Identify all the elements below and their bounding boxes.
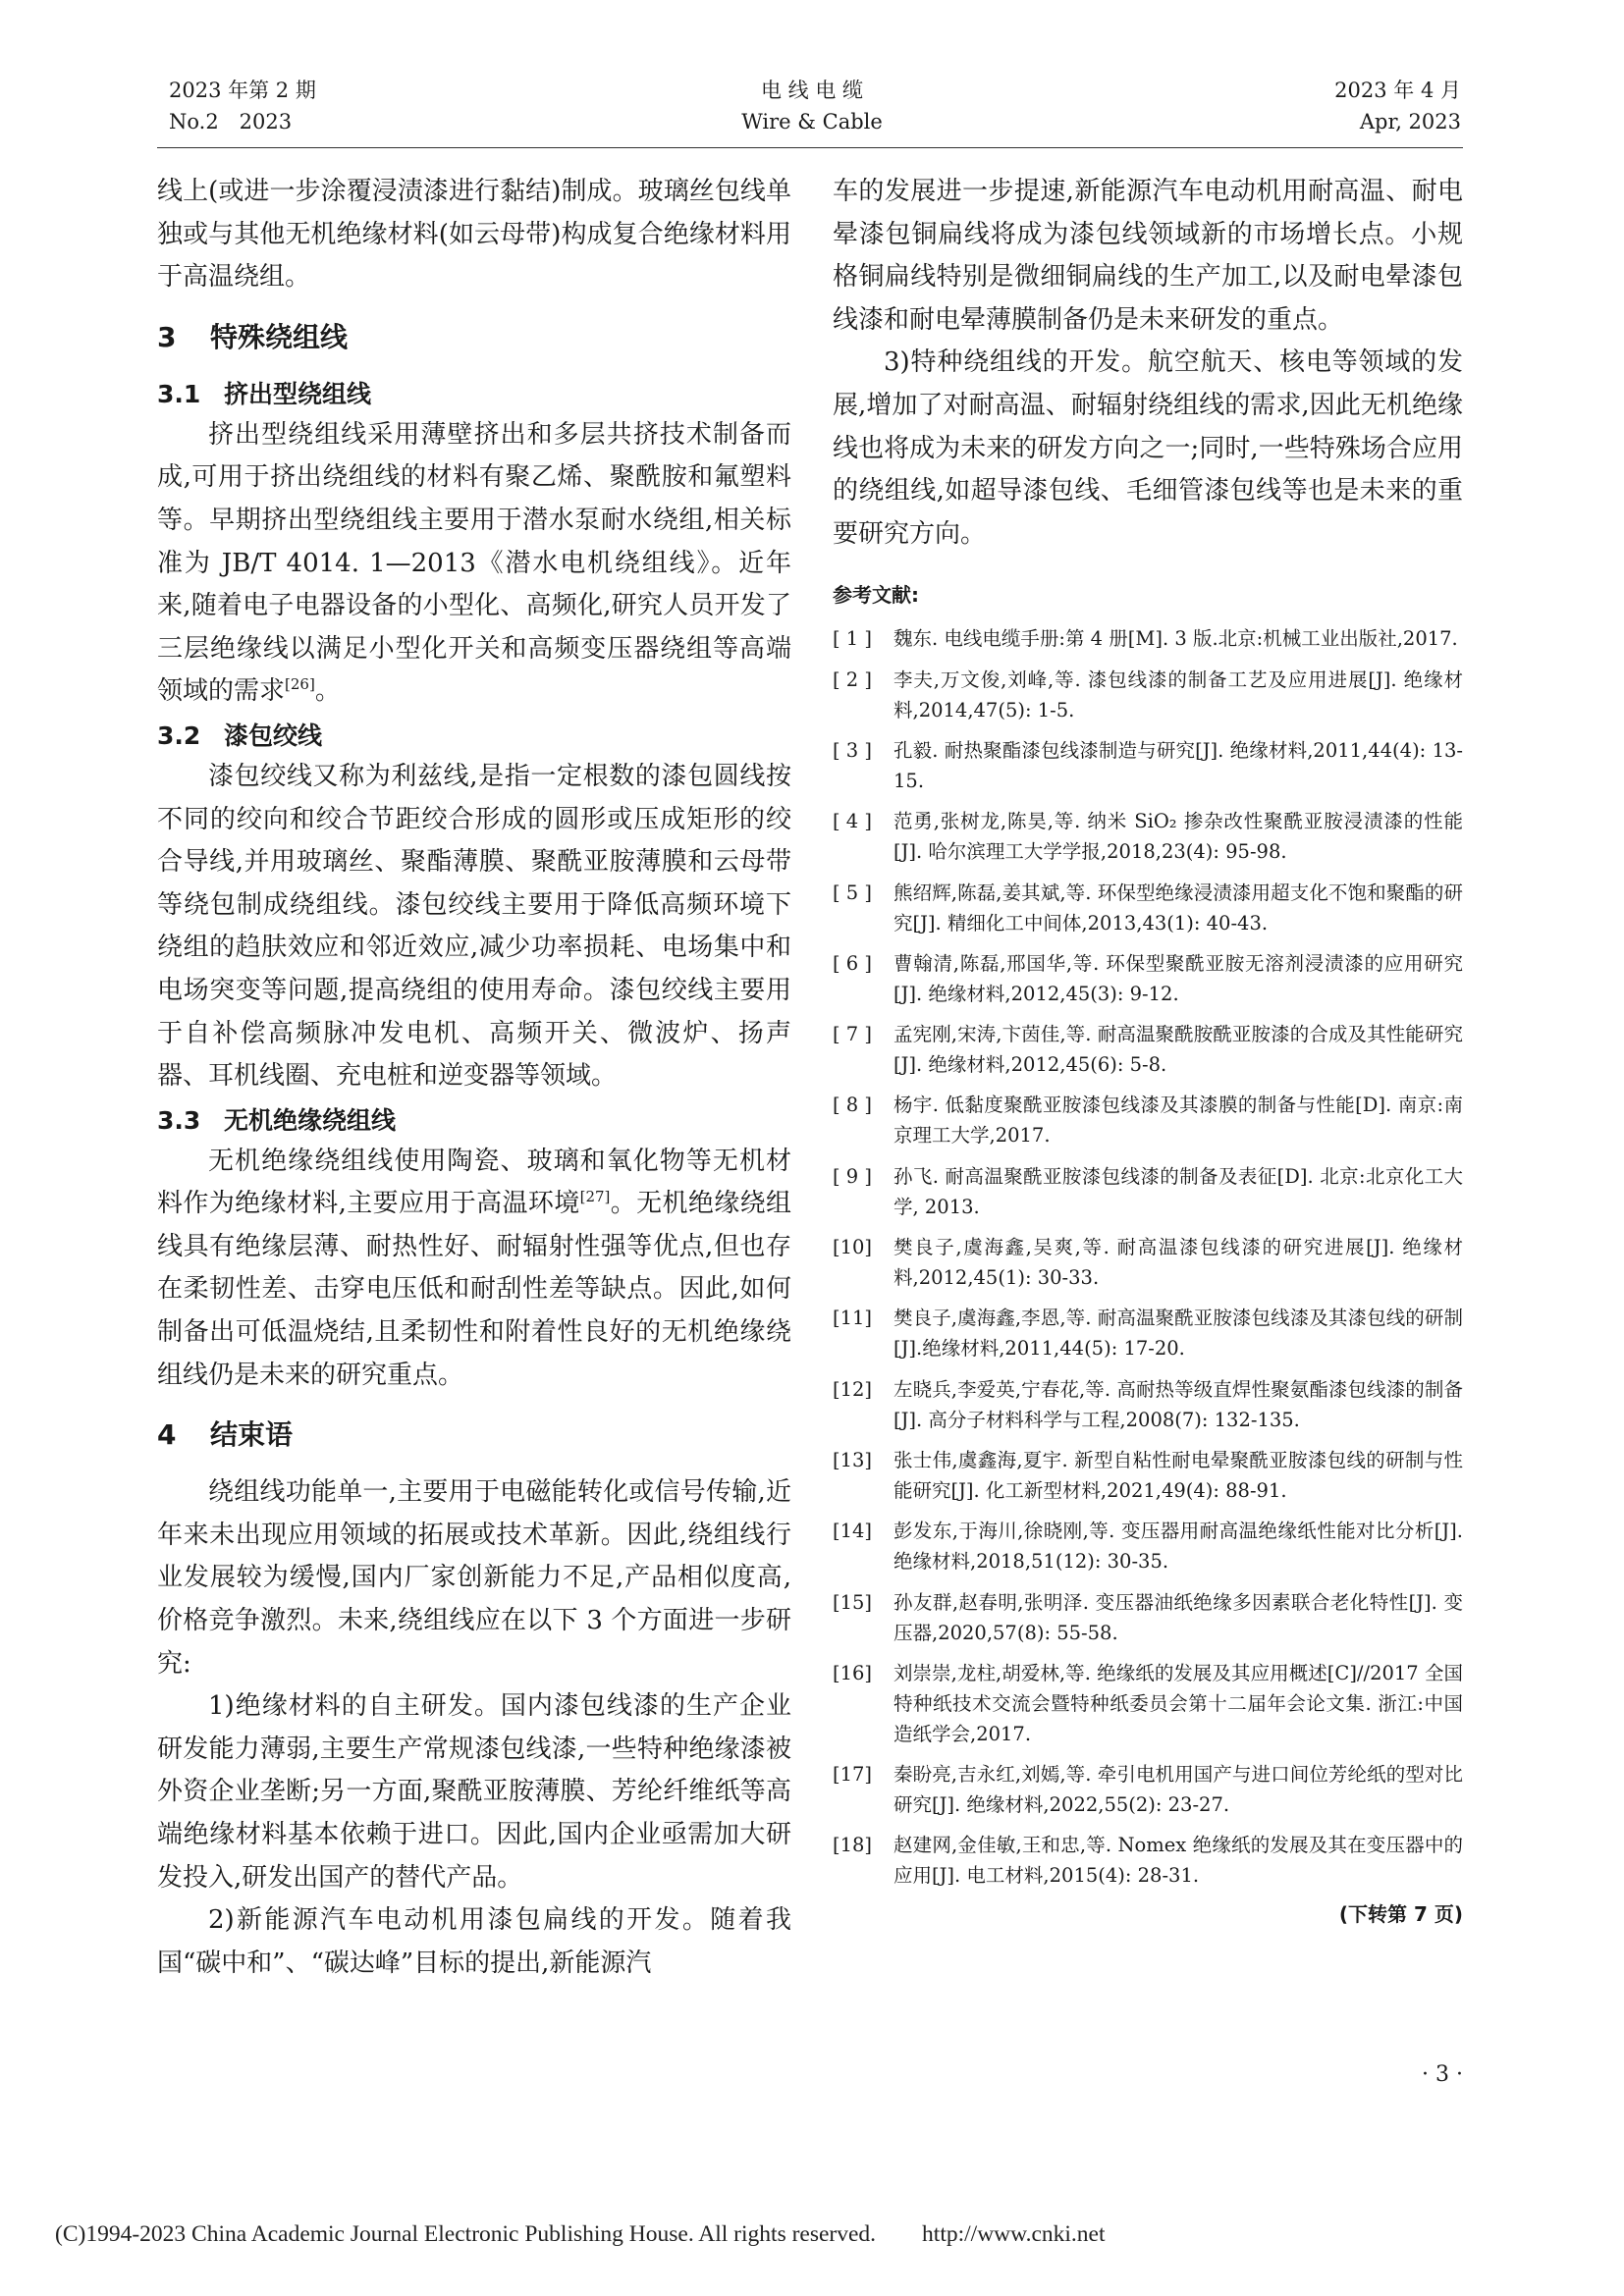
section-3-heading xyxy=(157,318,791,357)
reference-item xyxy=(833,623,1463,654)
reference-text: 赵建网,金佳敏,王和忠,等. Nomex 绝缘纸的发展及其在变压器中的应用[J]. 电工材料,2015(4): 28-31. xyxy=(893,1834,1463,1888)
reference-number: [ 4 ] xyxy=(833,810,873,833)
reference-number: [ 6 ] xyxy=(833,951,873,975)
reference-number: [15] xyxy=(833,1590,873,1614)
paragraph-3-3 xyxy=(157,1141,791,1398)
reference-text: 范勇,张树龙,陈昊,等. 纳米 SiO₂ 掺杂改性聚酰亚胺浸渍漆的性能[J]. 哈尔滨理工大学学报,2018,23(4): 95-98. xyxy=(893,810,1463,864)
references-heading: 参考文献: xyxy=(833,583,919,608)
subsection-3-2-heading xyxy=(157,716,791,756)
reference-item xyxy=(833,1374,1463,1435)
page-number: · 3 · xyxy=(1422,2062,1463,2087)
paragraph-end: 。 xyxy=(314,676,341,707)
reference-item xyxy=(833,878,1463,938)
reference-text: 孙友群,赵春明,张明泽. 变压器油纸绝缘多因素联合老化特性[J]. 变压器,2020,57(8): 55-58. xyxy=(893,1590,1463,1644)
header-rule xyxy=(157,147,1463,148)
reference-text: 曹翰清,陈磊,邢国华,等. 环保型聚酰亚胺无溶剂浸渍漆的应用研究[J]. 绝缘材料,2012,45(3): 9-12. xyxy=(893,951,1463,1005)
reference-item xyxy=(833,1658,1463,1749)
paragraph-intro: 线上(或进一步涂覆浸渍漆进行黏结)制成。玻璃丝包线单独或与其他无机绝缘材料(如云母带)构成复合绝缘材料用于高温绕组。 xyxy=(157,177,791,293)
reference-number: [ 5 ] xyxy=(833,881,873,904)
header-journal-cn: 电 线 电 缆 xyxy=(760,79,864,102)
continued-note: (下转第 7 页) xyxy=(1338,1901,1463,1926)
paragraph-4-item-3: 3)特种绕组线的开发。航空航天、核电等领域的发展,增加了对耐高温、耐辐射绕组线的需求,因此无机绝缘线也将成为未来的研发方向之一;同时,一些特殊场合应用的绕组线,如超导漆包线、毛细管漆包线等也是未来的重要研究方向。 xyxy=(833,347,1463,549)
subsection-3-1-heading xyxy=(157,374,791,414)
header-date xyxy=(1334,75,1461,137)
reference-list xyxy=(833,623,1463,1891)
reference-text: 杨宇. 低黏度聚酰亚胺漆包线漆及其漆膜的制备与性能[D]. 南京:南京理工大学,2017. xyxy=(893,1094,1463,1148)
citation-link[interactable]: [27] xyxy=(579,1188,611,1206)
reference-item xyxy=(833,1090,1463,1150)
reference-text: 刘崇崇,龙柱,胡爱林,等. 绝缘纸的发展及其应用概述[C]//2017 全国特种纸技术交流会暨特种纸委员会第十二届年会论文集. 浙江:中国造纸学会,2017. xyxy=(893,1661,1463,1745)
reference-text: 孔毅. 耐热聚酯漆包线漆制造与研究[J]. 绝缘材料,2011,44(4): 13-15. xyxy=(893,738,1463,792)
reference-item xyxy=(833,1303,1463,1363)
header-issue-en: No.2 2023 xyxy=(169,110,293,133)
reference-number: [16] xyxy=(833,1661,873,1684)
reference-text: 李夫,万文俊,刘峰,等. 漆包线漆的制备工艺及应用进展[J]. 绝缘材料,2014,47(5): 1-5. xyxy=(893,667,1463,721)
paragraph-text: 挤出型绕组线采用薄壁挤出和多层共挤技术制备而成,可用于挤出绕组线的材料有聚乙烯、聚酰胺和氟塑料等。早期挤出型绕组线主要用于潜水泵耐水绕组,相关标准为 JB/T 4014. 1—2013《潜水电机绕组线》。近年来,随着电子电器设备的小型化、高频化,研究人员开发了三层绝缘线以满足小型化开关和高频变压器绕组等高端领域的需求 xyxy=(157,419,791,707)
subsection-number: 3.1 xyxy=(157,379,201,408)
reference-text: 樊良子,虞海鑫,李恩,等. 耐高温聚酰亚胺漆包线漆及其漆包线的研制[J].绝缘材料,2011,44(5): 17-20. xyxy=(893,1307,1463,1361)
reference-item xyxy=(833,735,1463,796)
subsection-3-3-heading xyxy=(157,1100,791,1141)
reference-item xyxy=(833,665,1463,725)
reference-number: [ 8 ] xyxy=(833,1094,873,1117)
left-column xyxy=(157,171,791,1985)
reference-item xyxy=(833,1161,1463,1222)
subsection-title: 无机绝缘绕组线 xyxy=(224,1105,397,1135)
header-journal-en: Wire & Cable xyxy=(741,110,883,133)
reference-number: [18] xyxy=(833,1834,873,1857)
reference-text: 张士伟,虞鑫海,夏宇. 新型自粘性耐电晕聚酰亚胺漆包线的研制与性能研究[J]. 化工新型材料,2021,49(4): 88-91. xyxy=(893,1448,1463,1502)
reference-item xyxy=(833,1759,1463,1820)
paragraph-3-1 xyxy=(157,414,791,714)
paragraph-4-item-1: 1)绝缘材料的自主研发。国内漆包线漆的生产企业研发能力薄弱,主要生产常规漆包线漆,一些特种绝缘漆被外资企业垄断;另一方面,聚酰亚胺薄膜、芳纶纤维纸等高端绝缘材料基本依赖于进口。因此,国内企业亟需加大研发投入,研发出国产的替代产品。 xyxy=(157,1691,791,1893)
reference-text: 秦盼亮,吉永红,刘嫣,等. 牵引电机用国产与进口间位芳纶纸的型对比研究[J]. 绝缘材料,2022,55(2): 23-27. xyxy=(893,1763,1463,1817)
reference-number: [ 3 ] xyxy=(833,738,873,762)
header-date-en: Apr, 2023 xyxy=(1359,110,1461,133)
reference-number: [17] xyxy=(833,1763,873,1787)
reference-number: [ 9 ] xyxy=(833,1164,873,1188)
paragraph-3-2: 漆包绞线又称为利兹线,是指一定根数的漆包圆线按不同的绞向和绞合节距绞合形成的圆形或压成矩形的绞合导线,并用玻璃丝、聚酯薄膜、聚酰亚胺薄膜和云母带等绕包制成绕组线。漆包绞线主要用于降低高频环境下绕组的趋肤效应和邻近效应,减少功率损耗、电场集中和电场突变等问题,提高绕组的使用寿命。漆包绞线主要用于自补偿高频脉冲发电机、高频开关、微波炉、扬声器、耳机线圈、充电桩和逆变器等领域。 xyxy=(157,761,791,1092)
reference-item xyxy=(833,1587,1463,1648)
copyright-footer: (C)1994-2023 China Academic Journal Electronic Publishing House. All rights reserved. http://www.cnki.net xyxy=(55,2221,1106,2247)
reference-item xyxy=(833,1019,1463,1080)
reference-number: [10] xyxy=(833,1236,873,1259)
paragraph-4-intro: 绕组线功能单一,主要用于电磁能转化或信号传输,近年来未出现应用领域的拓展或技术革新。因此,绕组线行业发展较为缓慢,国内厂家创新能力不足,产品相似度高,价格竞争激烈。未来,绕组线应在以下 3 个方面进一步研究: xyxy=(157,1477,791,1679)
reference-number: [ 7 ] xyxy=(833,1023,873,1046)
section-number: 3 xyxy=(157,320,177,353)
reference-item xyxy=(833,948,1463,1009)
reference-item xyxy=(833,1445,1463,1506)
subsection-number: 3.3 xyxy=(157,1105,201,1135)
reference-text: 樊良子,虞海鑫,吴爽,等. 耐高温漆包线漆的研究进展[J]. 绝缘材料,2012,45(1): 30-33. xyxy=(893,1236,1463,1290)
reference-text: 孙飞. 耐高温聚酰亚胺漆包线漆的制备及表征[D]. 北京:北京化工大学, 2013. xyxy=(893,1164,1463,1218)
paragraph-4-item-2: 2)新能源汽车电动机用漆包扁线的开发。随着我国“碳中和”、“碳达峰”目标的提出,新能源汽 xyxy=(157,1905,791,1978)
reference-text: 孟宪刚,宋涛,卞茵佳,等. 耐高温聚酰胺酰亚胺漆的合成及其性能研究[J]. 绝缘材料,2012,45(6): 5-8. xyxy=(893,1023,1463,1077)
section-title: 结束语 xyxy=(210,1418,294,1452)
reference-number: [14] xyxy=(833,1520,873,1543)
section-4-heading xyxy=(157,1415,791,1455)
section-title: 特殊绕组线 xyxy=(210,320,349,353)
citation-link[interactable]: [26] xyxy=(285,675,315,694)
reference-number: [11] xyxy=(833,1307,873,1330)
header-issue-cn: 2023 年第 2 期 xyxy=(169,79,316,102)
paragraph-text: 。无机绝缘绕组线具有绝缘层薄、耐热性好、耐辐射性强等优点,但也存在柔韧性差、击穿电压低和耐刮性差等缺点。因此,如何制备出可低温烧结,且柔韧性和附着性良好的无机绝缘绕组线仍是未来的研究重点。 xyxy=(157,1189,791,1390)
reference-text: 左晓兵,李爱英,宁春花,等. 高耐热等级直焊性聚氨酯漆包线漆的制备[J]. 高分子材料科学与工程,2008(7): 132-135. xyxy=(893,1377,1463,1431)
reference-item xyxy=(833,1516,1463,1576)
reference-item xyxy=(833,806,1463,867)
subsection-number: 3.2 xyxy=(157,721,201,750)
reference-text: 魏东. 电线电缆手册:第 4 册[M]. 3 版.北京:机械工业出版社,2017. xyxy=(893,627,1458,651)
reference-number: [12] xyxy=(833,1377,873,1401)
reference-number: [13] xyxy=(833,1448,873,1471)
right-column xyxy=(833,171,1463,1929)
header-date-cn: 2023 年 4 月 xyxy=(1334,79,1461,102)
reference-text: 熊绍辉,陈磊,姜其斌,等. 环保型绝缘浸渍漆用超支化不饱和聚酯的研究[J]. 精细化工中间体,2013,43(1): 40-43. xyxy=(893,881,1463,934)
reference-number: [ 1 ] xyxy=(833,627,873,651)
reference-item xyxy=(833,1830,1463,1891)
reference-text: 彭发东,于海川,徐晓刚,等. 变压器用耐高温绝缘纸性能对比分析[J]. 绝缘材料,2018,51(12): 30-35. xyxy=(893,1520,1463,1574)
paragraph-text: 无机绝缘绕组线使用陶瓷、玻璃和氧化物等无机材料作为绝缘材料,主要应用于高温环境 xyxy=(157,1146,791,1219)
reference-number: [ 2 ] xyxy=(833,667,873,691)
subsection-title: 挤出型绕组线 xyxy=(224,379,372,408)
paragraph-4-item-2-continued: 车的发展进一步提速,新能源汽车电动机用耐高温、耐电晕漆包铜扁线将成为漆包线领域新的市场增长点。小规格铜扁线特别是微细铜扁线的生产加工,以及耐电晕漆包线漆和耐电晕薄膜制备仍是未来研发的重点。 xyxy=(833,177,1463,335)
reference-item xyxy=(833,1232,1463,1293)
section-number: 4 xyxy=(157,1418,177,1452)
subsection-title: 漆包绞线 xyxy=(224,721,323,750)
